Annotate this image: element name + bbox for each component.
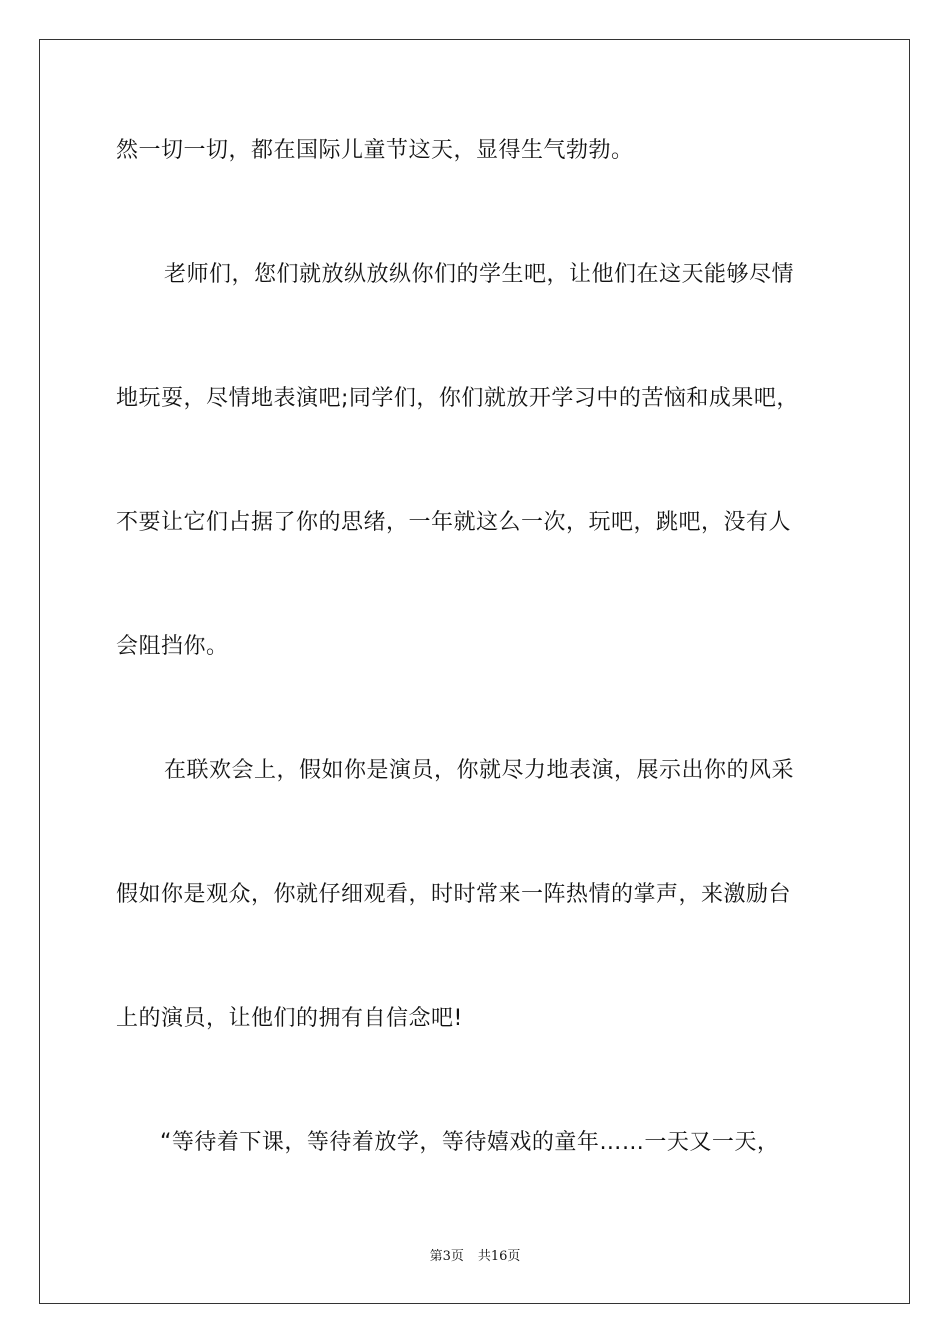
page-border: [39, 39, 910, 1304]
text-line-8: 上的演员，让他们的拥有自信念吧!: [116, 1006, 463, 1031]
text-line-4: 不要让它们占据了你的思绪，一年就这么一次，玩吧，跳吧，没有人: [116, 510, 792, 535]
page-footer: [0, 1247, 950, 1267]
text-line-6: 在联欢会上，假如你是演员，你就尽力地表演，展示出你的风采: [164, 758, 795, 783]
text-line-2: 老师们，您们就放纵放纵你们的学生吧，让他们在这天能够尽情: [164, 262, 795, 287]
text-line-5: 会阻挡你。: [116, 634, 229, 659]
page-number: 第3页: [429, 1249, 464, 1264]
text-line-3: 地玩耍，尽情地表演吧;同学们，你们就放开学习中的苦恼和成果吧，: [116, 386, 799, 411]
text-line-9: “等待着下课，等待着放学，等待嬉戏的童年……一天又一天，: [160, 1130, 780, 1155]
page-total: 共16页: [477, 1249, 521, 1264]
text-line-1: 然一切一切，都在国际儿童节这天，显得生气勃勃。: [116, 138, 634, 163]
text-line-7: 假如你是观众，你就仔细观看，时时常来一阵热情的掌声，来激励台: [116, 882, 792, 907]
